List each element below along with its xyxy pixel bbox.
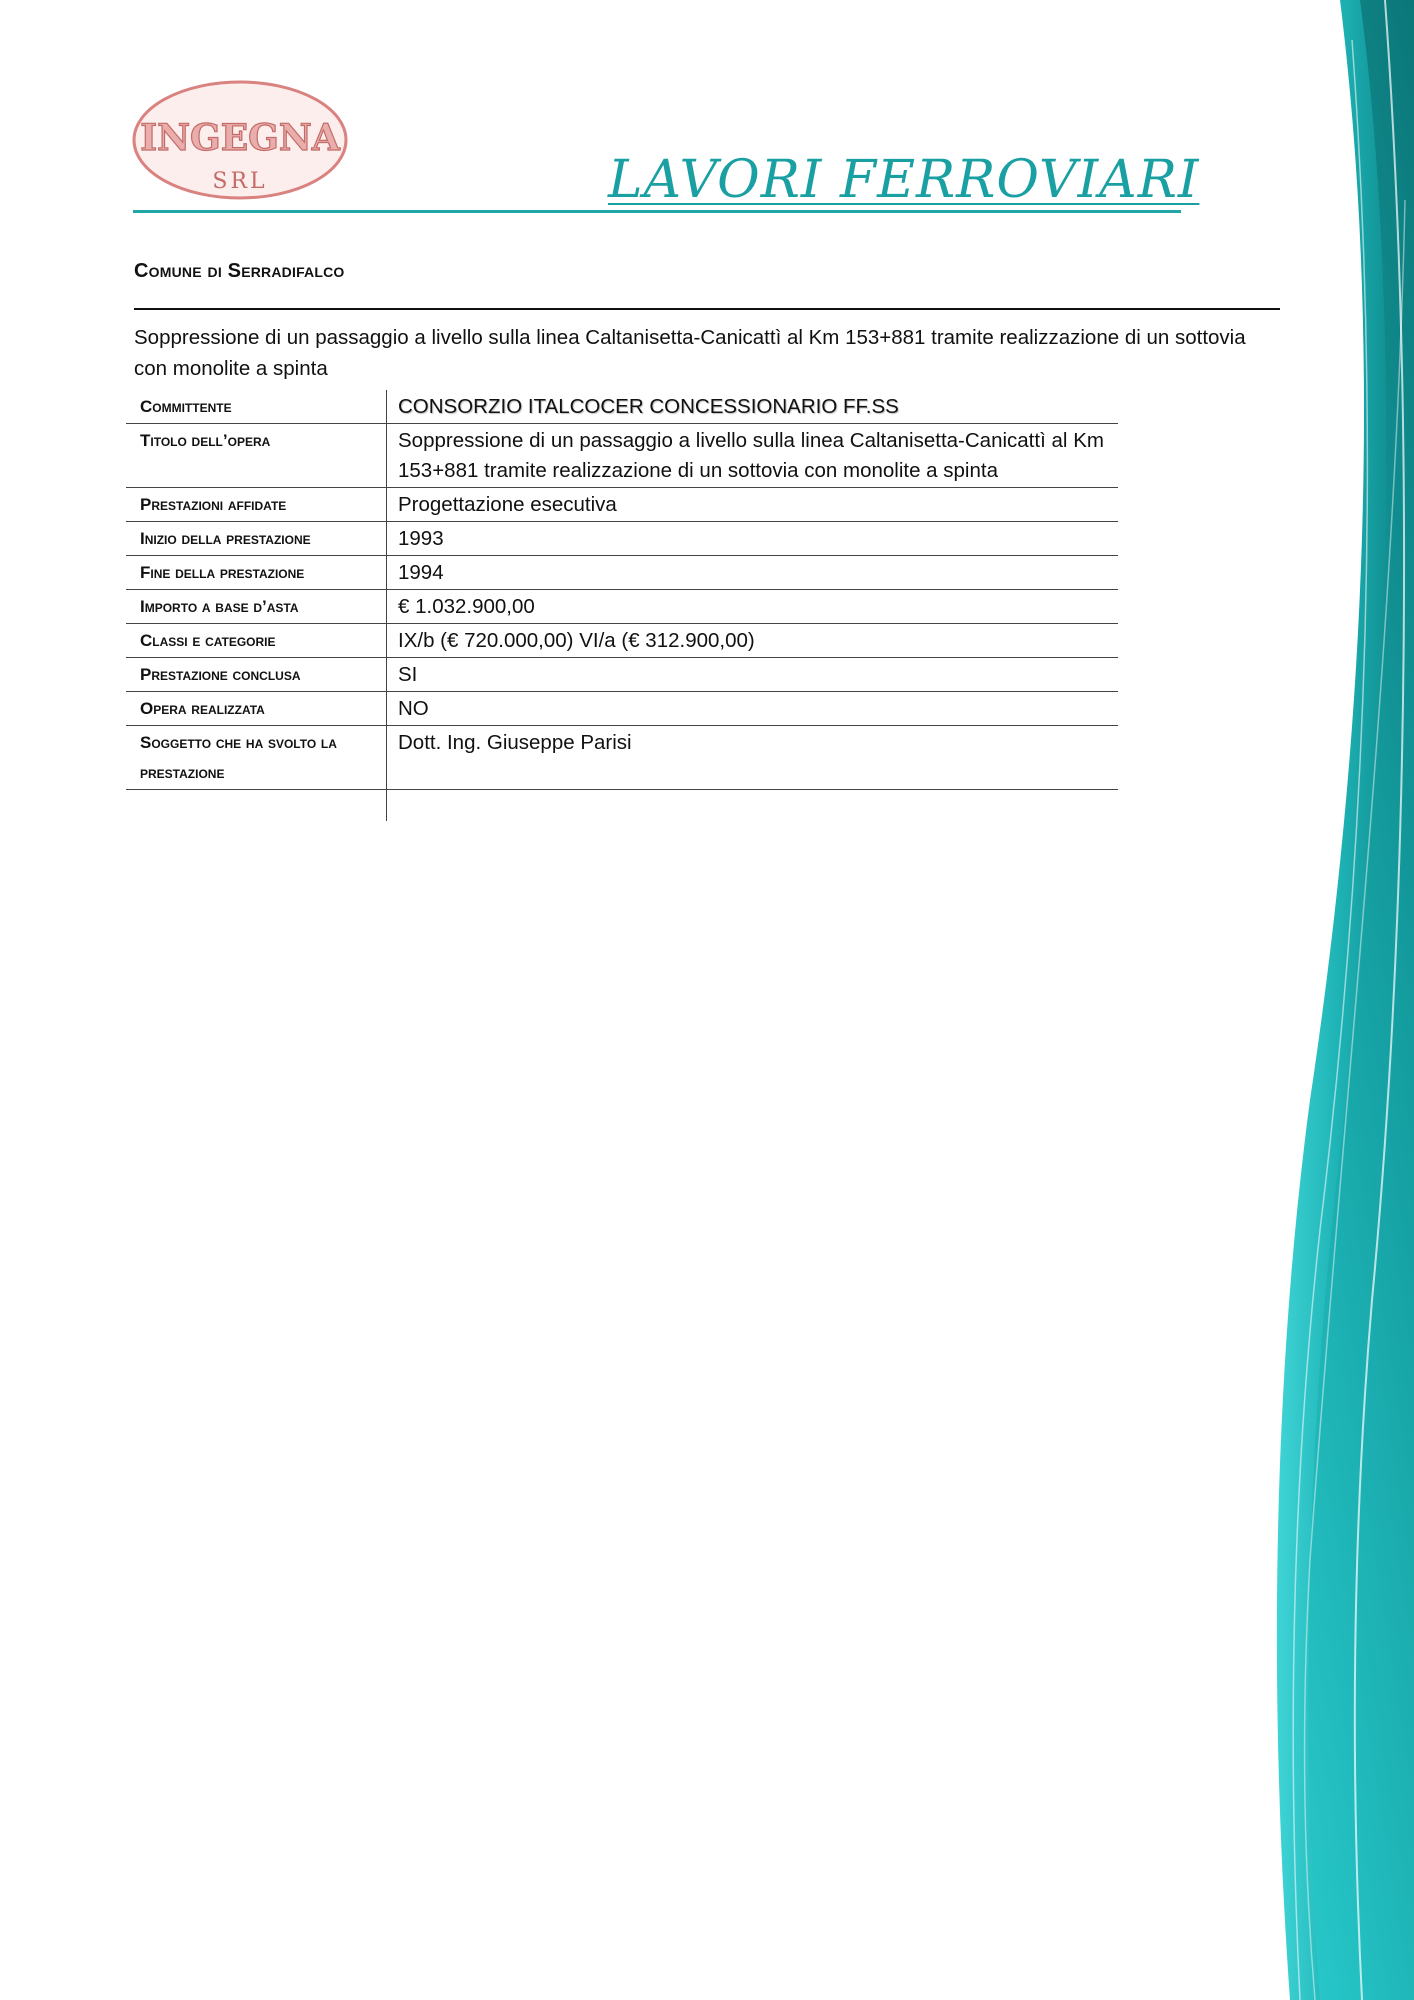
row-value: 1993 [387,522,1119,556]
project-details-table [126,390,1118,821]
table-row [126,624,1118,658]
row-value: NO [387,692,1119,726]
row-label: Prestazione conclusa [126,658,387,692]
table-row [126,488,1118,522]
table-row [126,590,1118,624]
company-logo [130,78,350,206]
row-value: 1994 [387,556,1119,590]
row-value-empty [387,790,1119,822]
row-label: Prestazioni affidate [126,488,387,522]
project-description: Soppressione di un passaggio a livello sulla linea Caltanisetta-Canicattì al Km 153+881 tramite realizzazione di un sottovia con monolite a spinta [134,326,1246,380]
row-label: Fine della prestazione [126,556,387,590]
row-value: CONSORZIO ITALCOCER CONCESSIONARIO FF.SS [387,390,1119,424]
table-row [126,692,1118,726]
page-title: LAVORI FERROVIARI [608,150,1200,210]
row-value: Progettazione esecutiva [387,488,1119,522]
row-label: Inizio della prestazione [126,522,387,556]
table-row [126,390,1118,424]
row-label: Opera realizzata [126,692,387,726]
table-row [126,658,1118,692]
row-label: Soggetto che ha svolto la prestazione [126,726,387,790]
row-value: SI [387,658,1119,692]
row-label: Committente [126,390,387,424]
row-value: IX/b (€ 720.000,00) VI/a (€ 312.900,00) [387,624,1119,658]
table-row [126,424,1118,488]
row-value: Soppressione di un passaggio a livello sulla linea Caltanisetta-Canicattì al Km 153+881 tramite realizzazione di un sottovia con monolite a spinta [387,424,1119,488]
table-row [126,556,1118,590]
table-row [126,726,1118,790]
row-value: € 1.032.900,00 [387,590,1119,624]
row-label: Classi e categorie [126,624,387,658]
row-label: Titolo dell’opera [126,424,387,488]
row-label: Importo a base d’asta [126,590,387,624]
row-value: Dott. Ing. Giuseppe Parisi [387,726,1119,790]
svg-text:INGEGNA: INGEGNA [140,117,340,159]
table-row-empty [126,790,1118,822]
row-label-empty [126,790,387,822]
section-heading: Comune di Serradifalco [134,260,345,282]
section-divider [134,308,1280,310]
table-row [126,522,1118,556]
header-divider [133,210,1181,213]
svg-text:SRL: SRL [212,169,268,194]
